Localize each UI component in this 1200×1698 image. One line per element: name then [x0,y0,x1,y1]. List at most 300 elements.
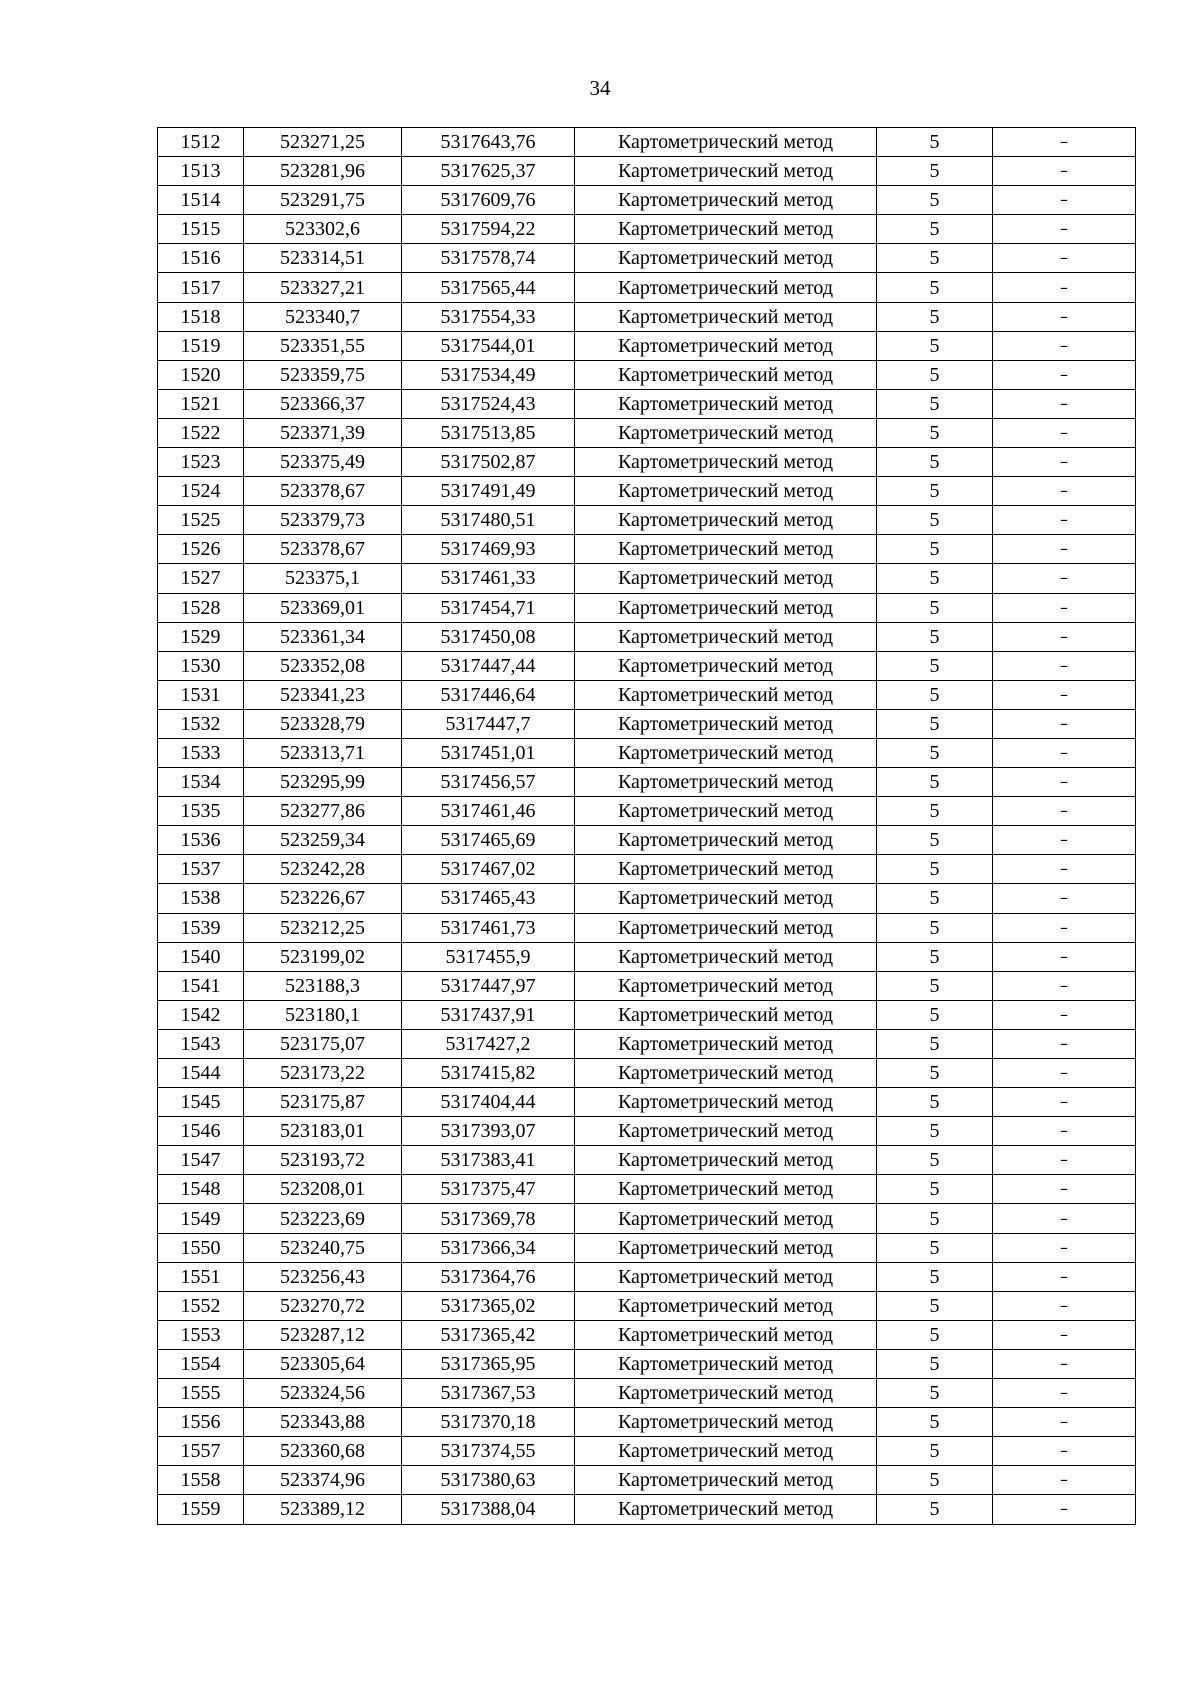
table-row [158,768,1136,797]
cell-point-number: 1524 [158,477,244,506]
cell-point-number: 1544 [158,1059,244,1088]
cell-point-number: 1536 [158,826,244,855]
cell-point-number: 1516 [158,244,244,273]
cell-method: Картометрический метод [575,1408,877,1437]
cell-point-number: 1549 [158,1204,244,1233]
cell-coord-x: 523305,64 [244,1349,402,1378]
cell-method: Картометрический метод [575,360,877,389]
cell-coord-y: 5317467,02 [402,855,575,884]
cell-coord-y: 5317365,02 [402,1291,575,1320]
cell-accuracy: 5 [877,971,993,1000]
table-row [158,738,1136,767]
cell-accuracy: 5 [877,855,993,884]
cell-method: Картометрический метод [575,273,877,302]
cell-note: – [993,738,1136,767]
cell-note: – [993,1204,1136,1233]
cell-point-number: 1512 [158,128,244,157]
cell-note: – [993,389,1136,418]
cell-coord-y: 5317447,7 [402,709,575,738]
cell-method: Картометрический метод [575,506,877,535]
cell-coord-x: 523240,75 [244,1233,402,1262]
cell-coord-x: 523379,73 [244,506,402,535]
cell-coord-y: 5317451,01 [402,738,575,767]
cell-point-number: 1528 [158,593,244,622]
table-row [158,244,1136,273]
cell-point-number: 1550 [158,1233,244,1262]
cell-note: – [993,768,1136,797]
cell-method: Картометрический метод [575,186,877,215]
cell-coord-y: 5317461,46 [402,797,575,826]
cell-note: – [993,913,1136,942]
cell-method: Картометрический метод [575,477,877,506]
cell-note: – [993,564,1136,593]
cell-method: Картометрический метод [575,418,877,447]
cell-accuracy: 5 [877,1437,993,1466]
cell-method: Картометрический метод [575,1437,877,1466]
cell-method: Картометрический метод [575,1320,877,1349]
cell-coord-x: 523242,28 [244,855,402,884]
cell-coord-y: 5317367,53 [402,1379,575,1408]
cell-accuracy: 5 [877,651,993,680]
cell-accuracy: 5 [877,535,993,564]
table-row [158,942,1136,971]
cell-coord-x: 523271,25 [244,128,402,157]
cell-point-number: 1517 [158,273,244,302]
cell-coord-y: 5317461,33 [402,564,575,593]
table-row [158,535,1136,564]
cell-method: Картометрический метод [575,1379,877,1408]
cell-coord-y: 5317375,47 [402,1175,575,1204]
cell-note: – [993,418,1136,447]
cell-coord-x: 523351,55 [244,331,402,360]
table-row [158,1233,1136,1262]
cell-coord-y: 5317544,01 [402,331,575,360]
cell-coord-x: 523256,43 [244,1262,402,1291]
cell-point-number: 1545 [158,1088,244,1117]
cell-point-number: 1519 [158,331,244,360]
cell-point-number: 1526 [158,535,244,564]
cell-coord-x: 523180,1 [244,1000,402,1029]
cell-coord-y: 5317415,82 [402,1059,575,1088]
coordinates-table [157,127,1136,1525]
cell-point-number: 1555 [158,1379,244,1408]
cell-point-number: 1558 [158,1466,244,1495]
cell-coord-x: 523366,37 [244,389,402,418]
cell-coord-y: 5317625,37 [402,157,575,186]
cell-point-number: 1527 [158,564,244,593]
cell-point-number: 1531 [158,680,244,709]
cell-accuracy: 5 [877,1088,993,1117]
cell-coord-x: 523175,87 [244,1088,402,1117]
cell-point-number: 1520 [158,360,244,389]
cell-coord-x: 523277,86 [244,797,402,826]
table-row [158,1088,1136,1117]
cell-coord-x: 523371,39 [244,418,402,447]
cell-method: Картометрический метод [575,1349,877,1378]
cell-coord-x: 523374,96 [244,1466,402,1495]
cell-accuracy: 5 [877,738,993,767]
cell-point-number: 1535 [158,797,244,826]
cell-coord-x: 523295,99 [244,768,402,797]
table-row [158,302,1136,331]
cell-coord-y: 5317388,04 [402,1495,575,1524]
cell-coord-x: 523389,12 [244,1495,402,1524]
cell-point-number: 1551 [158,1262,244,1291]
cell-coord-x: 523314,51 [244,244,402,273]
cell-accuracy: 5 [877,157,993,186]
cell-note: – [993,1495,1136,1524]
cell-coord-y: 5317609,76 [402,186,575,215]
cell-point-number: 1552 [158,1291,244,1320]
cell-coord-y: 5317461,73 [402,913,575,942]
table-row [158,1204,1136,1233]
cell-note: – [993,448,1136,477]
cell-point-number: 1541 [158,971,244,1000]
cell-coord-y: 5317578,74 [402,244,575,273]
cell-method: Картометрический метод [575,1088,877,1117]
cell-coord-x: 523291,75 [244,186,402,215]
cell-note: – [993,1088,1136,1117]
cell-method: Картометрический метод [575,302,877,331]
cell-coord-x: 523270,72 [244,1291,402,1320]
table-row [158,477,1136,506]
cell-accuracy: 5 [877,1204,993,1233]
cell-method: Картометрический метод [575,1466,877,1495]
cell-note: – [993,244,1136,273]
cell-note: – [993,797,1136,826]
cell-coord-y: 5317369,78 [402,1204,575,1233]
cell-coord-x: 523328,79 [244,709,402,738]
cell-note: – [993,622,1136,651]
cell-method: Картометрический метод [575,680,877,709]
table-row [158,1408,1136,1437]
cell-point-number: 1530 [158,651,244,680]
cell-point-number: 1515 [158,215,244,244]
cell-note: – [993,884,1136,913]
cell-accuracy: 5 [877,826,993,855]
cell-point-number: 1518 [158,302,244,331]
cell-accuracy: 5 [877,942,993,971]
cell-method: Картометрический метод [575,1204,877,1233]
cell-coord-y: 5317469,93 [402,535,575,564]
cell-coord-y: 5317454,71 [402,593,575,622]
table-row [158,1000,1136,1029]
cell-accuracy: 5 [877,768,993,797]
cell-note: – [993,1437,1136,1466]
table-row [158,1320,1136,1349]
cell-point-number: 1556 [158,1408,244,1437]
cell-point-number: 1547 [158,1146,244,1175]
cell-accuracy: 5 [877,418,993,447]
cell-point-number: 1533 [158,738,244,767]
cell-point-number: 1534 [158,768,244,797]
table-row [158,360,1136,389]
cell-coord-y: 5317374,55 [402,1437,575,1466]
cell-coord-y: 5317393,07 [402,1117,575,1146]
table-row [158,389,1136,418]
cell-point-number: 1540 [158,942,244,971]
cell-method: Картометрический метод [575,1233,877,1262]
cell-coord-y: 5317366,34 [402,1233,575,1262]
cell-point-number: 1514 [158,186,244,215]
table-row [158,128,1136,157]
cell-note: – [993,215,1136,244]
cell-coord-x: 523193,72 [244,1146,402,1175]
cell-coord-y: 5317643,76 [402,128,575,157]
cell-accuracy: 5 [877,244,993,273]
cell-point-number: 1543 [158,1029,244,1058]
cell-coord-y: 5317513,85 [402,418,575,447]
cell-coord-x: 523360,68 [244,1437,402,1466]
cell-note: – [993,535,1136,564]
cell-accuracy: 5 [877,1000,993,1029]
cell-coord-x: 523361,34 [244,622,402,651]
cell-coord-x: 523340,7 [244,302,402,331]
cell-accuracy: 5 [877,1146,993,1175]
cell-coord-x: 523343,88 [244,1408,402,1437]
cell-point-number: 1548 [158,1175,244,1204]
cell-coord-x: 523375,1 [244,564,402,593]
cell-point-number: 1559 [158,1495,244,1524]
cell-note: – [993,302,1136,331]
cell-coord-x: 523226,67 [244,884,402,913]
cell-coord-y: 5317365,95 [402,1349,575,1378]
cell-point-number: 1546 [158,1117,244,1146]
cell-note: – [993,709,1136,738]
cell-accuracy: 5 [877,1291,993,1320]
table-row [158,1262,1136,1291]
table-row [158,855,1136,884]
cell-point-number: 1513 [158,157,244,186]
cell-note: – [993,506,1136,535]
cell-point-number: 1538 [158,884,244,913]
cell-method: Картометрический метод [575,797,877,826]
cell-point-number: 1542 [158,1000,244,1029]
cell-method: Картометрический метод [575,1495,877,1524]
cell-point-number: 1522 [158,418,244,447]
cell-method: Картометрический метод [575,593,877,622]
table-row [158,826,1136,855]
cell-coord-y: 5317365,42 [402,1320,575,1349]
cell-coord-y: 5317427,2 [402,1029,575,1058]
cell-note: – [993,273,1136,302]
page-number: 34 [589,76,611,100]
cell-note: – [993,1117,1136,1146]
cell-accuracy: 5 [877,331,993,360]
cell-method: Картометрический метод [575,215,877,244]
cell-coord-y: 5317370,18 [402,1408,575,1437]
cell-accuracy: 5 [877,302,993,331]
cell-method: Картометрический метод [575,448,877,477]
table-row [158,1146,1136,1175]
cell-method: Картометрический метод [575,1146,877,1175]
cell-method: Картометрический метод [575,564,877,593]
cell-method: Картометрический метод [575,651,877,680]
cell-method: Картометрический метод [575,1262,877,1291]
cell-accuracy: 5 [877,884,993,913]
cell-coord-x: 523369,01 [244,593,402,622]
cell-method: Картометрический метод [575,389,877,418]
cell-accuracy: 5 [877,564,993,593]
cell-coord-x: 523324,56 [244,1379,402,1408]
cell-note: – [993,1059,1136,1088]
cell-accuracy: 5 [877,360,993,389]
cell-note: – [993,1262,1136,1291]
table-row [158,1495,1136,1524]
cell-method: Картометрический метод [575,1000,877,1029]
table-row [158,651,1136,680]
table-row [158,186,1136,215]
cell-point-number: 1529 [158,622,244,651]
table-row [158,1117,1136,1146]
cell-accuracy: 5 [877,1175,993,1204]
cell-method: Картометрический метод [575,535,877,564]
cell-method: Картометрический метод [575,622,877,651]
coordinates-table-body [158,128,1136,1525]
cell-coord-y: 5317594,22 [402,215,575,244]
cell-note: – [993,680,1136,709]
cell-accuracy: 5 [877,680,993,709]
cell-method: Картометрический метод [575,709,877,738]
cell-accuracy: 5 [877,709,993,738]
cell-coord-y: 5317455,9 [402,942,575,971]
cell-note: – [993,971,1136,1000]
cell-coord-y: 5317465,43 [402,884,575,913]
cell-coord-x: 523375,49 [244,448,402,477]
cell-coord-x: 523223,69 [244,1204,402,1233]
table-row [158,1059,1136,1088]
cell-accuracy: 5 [877,1262,993,1291]
cell-accuracy: 5 [877,1349,993,1378]
cell-accuracy: 5 [877,797,993,826]
cell-method: Картометрический метод [575,157,877,186]
cell-coord-y: 5317456,57 [402,768,575,797]
cell-coord-x: 523378,67 [244,477,402,506]
table-row [158,913,1136,942]
cell-coord-x: 523212,25 [244,913,402,942]
cell-note: – [993,1349,1136,1378]
cell-method: Картометрический метод [575,244,877,273]
cell-method: Картометрический метод [575,826,877,855]
cell-method: Картометрический метод [575,128,877,157]
cell-note: – [993,1175,1136,1204]
cell-coord-y: 5317404,44 [402,1088,575,1117]
cell-accuracy: 5 [877,1059,993,1088]
table-row [158,680,1136,709]
cell-note: – [993,1466,1136,1495]
cell-coord-x: 523188,3 [244,971,402,1000]
cell-coord-x: 523287,12 [244,1320,402,1349]
cell-note: – [993,826,1136,855]
cell-coord-x: 523359,75 [244,360,402,389]
cell-point-number: 1554 [158,1349,244,1378]
cell-coord-x: 523175,07 [244,1029,402,1058]
table-row [158,1175,1136,1204]
cell-note: – [993,651,1136,680]
table-row [158,797,1136,826]
cell-accuracy: 5 [877,913,993,942]
cell-note: – [993,593,1136,622]
cell-accuracy: 5 [877,215,993,244]
cell-note: – [993,1379,1136,1408]
cell-note: – [993,1146,1136,1175]
cell-accuracy: 5 [877,186,993,215]
cell-coord-y: 5317534,49 [402,360,575,389]
cell-point-number: 1525 [158,506,244,535]
table-row [158,1029,1136,1058]
cell-coord-y: 5317554,33 [402,302,575,331]
cell-point-number: 1537 [158,855,244,884]
cell-note: – [993,360,1136,389]
cell-point-number: 1523 [158,448,244,477]
table-row [158,1291,1136,1320]
cell-accuracy: 5 [877,506,993,535]
table-row [158,709,1136,738]
cell-method: Картометрический метод [575,768,877,797]
cell-note: – [993,1320,1136,1349]
cell-point-number: 1557 [158,1437,244,1466]
cell-note: – [993,1000,1136,1029]
cell-note: – [993,855,1136,884]
cell-method: Картометрический метод [575,884,877,913]
table-row [158,331,1136,360]
cell-coord-y: 5317524,43 [402,389,575,418]
cell-coord-y: 5317480,51 [402,506,575,535]
cell-coord-y: 5317364,76 [402,1262,575,1291]
cell-note: – [993,331,1136,360]
cell-method: Картометрический метод [575,1029,877,1058]
cell-coord-x: 523341,23 [244,680,402,709]
cell-coord-y: 5317491,49 [402,477,575,506]
cell-method: Картометрический метод [575,1175,877,1204]
cell-accuracy: 5 [877,448,993,477]
table-row [158,418,1136,447]
cell-method: Картометрический метод [575,855,877,884]
table-row [158,1379,1136,1408]
cell-method: Картометрический метод [575,1291,877,1320]
table-row [158,506,1136,535]
cell-accuracy: 5 [877,1029,993,1058]
cell-coord-x: 523199,02 [244,942,402,971]
table-row [158,1437,1136,1466]
cell-coord-y: 5317447,97 [402,971,575,1000]
table-row [158,622,1136,651]
table-row [158,593,1136,622]
cell-accuracy: 5 [877,477,993,506]
table-row [158,884,1136,913]
table-row [158,448,1136,477]
cell-coord-y: 5317437,91 [402,1000,575,1029]
cell-coord-y: 5317446,64 [402,680,575,709]
table-row [158,1349,1136,1378]
cell-note: – [993,1291,1136,1320]
cell-coord-y: 5317502,87 [402,448,575,477]
table-row [158,564,1136,593]
cell-note: – [993,128,1136,157]
cell-note: – [993,1408,1136,1437]
cell-accuracy: 5 [877,128,993,157]
cell-note: – [993,942,1136,971]
cell-accuracy: 5 [877,1379,993,1408]
cell-accuracy: 5 [877,1233,993,1262]
table-row [158,157,1136,186]
cell-method: Картометрический метод [575,942,877,971]
cell-coord-x: 523173,22 [244,1059,402,1088]
cell-coord-x: 523183,01 [244,1117,402,1146]
cell-coord-y: 5317383,41 [402,1146,575,1175]
cell-coord-y: 5317380,63 [402,1466,575,1495]
cell-method: Картометрический метод [575,331,877,360]
